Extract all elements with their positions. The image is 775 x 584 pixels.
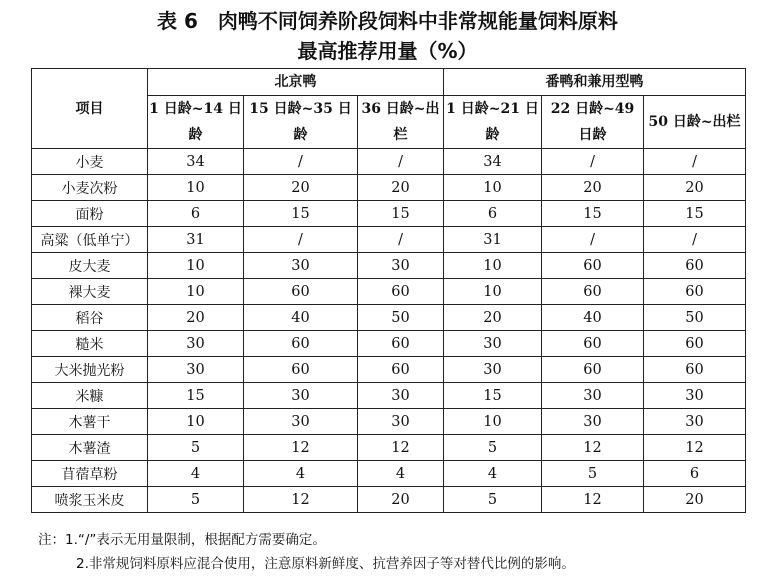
table-cell: 10 xyxy=(444,409,542,435)
table-cell: / xyxy=(358,149,444,175)
table-cell: / xyxy=(358,227,444,253)
table-cell: 5 xyxy=(444,487,542,513)
header-col: 15 日龄~35 日龄 xyxy=(244,96,358,149)
table-cell: 30 xyxy=(644,409,746,435)
row-label: 皮大麦 xyxy=(32,253,148,279)
row-label: 裸大麦 xyxy=(32,279,148,305)
table-cell: 30 xyxy=(444,357,542,383)
table-cell: 50 xyxy=(644,305,746,331)
table-row xyxy=(32,253,746,279)
table-cell: 60 xyxy=(244,357,358,383)
table-title-line2: 最高推荐用量（%） xyxy=(297,39,478,63)
row-label: 木薯渣 xyxy=(32,435,148,461)
feed-table xyxy=(31,68,746,513)
header-item: 项目 xyxy=(32,69,148,149)
note-2: 2.非常规饲料原料应混合使用，注意原料新鲜度、抗营养因子等对替代比例的影响。 xyxy=(76,556,575,572)
table-cell: 15 xyxy=(148,383,244,409)
table-body xyxy=(32,149,746,513)
table-cell: 20 xyxy=(244,175,358,201)
header-col: 50 日龄~出栏 xyxy=(644,96,746,149)
table-cell: 4 xyxy=(244,461,358,487)
table-cell: 15 xyxy=(244,201,358,227)
table-cell: 34 xyxy=(148,149,244,175)
table-cell: 60 xyxy=(244,331,358,357)
row-label: 糙米 xyxy=(32,331,148,357)
table-cell: 15 xyxy=(358,201,444,227)
table-cell: 10 xyxy=(444,253,542,279)
row-label: 大米抛光粉 xyxy=(32,357,148,383)
table-cell: 30 xyxy=(148,331,244,357)
table-cell: 10 xyxy=(148,409,244,435)
table-cell: 5 xyxy=(542,461,644,487)
table-row xyxy=(32,279,746,305)
table-cell: 30 xyxy=(542,409,644,435)
table-cell: / xyxy=(244,149,358,175)
header-col: 1 日龄~21 日龄 xyxy=(444,96,542,149)
row-label: 小麦次粉 xyxy=(32,175,148,201)
table-row xyxy=(32,175,746,201)
table-cell: 30 xyxy=(644,383,746,409)
table-cell: 40 xyxy=(244,305,358,331)
table-row xyxy=(32,227,746,253)
header-col: 1 日龄~14 日龄 xyxy=(148,96,244,149)
table-title-line1: 表 6 肉鸭不同饲养阶段饲料中非常规能量饲料原料 xyxy=(157,9,618,33)
row-label: 喷浆玉米皮 xyxy=(32,487,148,513)
table-row xyxy=(32,149,746,175)
table-cell: 12 xyxy=(542,487,644,513)
table-cell: 20 xyxy=(358,175,444,201)
table-cell: 30 xyxy=(542,383,644,409)
table-cell: 12 xyxy=(358,435,444,461)
row-label: 稻谷 xyxy=(32,305,148,331)
table-cell: / xyxy=(644,227,746,253)
table-cell: 60 xyxy=(542,331,644,357)
table-cell: 30 xyxy=(444,331,542,357)
table-cell: / xyxy=(542,149,644,175)
row-label: 面粉 xyxy=(32,201,148,227)
table-cell: 20 xyxy=(444,305,542,331)
row-label: 高粱（低单宁） xyxy=(32,227,148,253)
table-row xyxy=(32,383,746,409)
table-cell: 60 xyxy=(358,331,444,357)
table-cell: 30 xyxy=(148,357,244,383)
table-row xyxy=(32,331,746,357)
table-row xyxy=(32,305,746,331)
table-cell: 4 xyxy=(148,461,244,487)
table-cell: 30 xyxy=(244,409,358,435)
table-cell: 15 xyxy=(542,201,644,227)
table-cell: 60 xyxy=(358,279,444,305)
table-cell: 60 xyxy=(542,357,644,383)
table-cell: 30 xyxy=(244,383,358,409)
table-row xyxy=(32,461,746,487)
table-cell: 10 xyxy=(148,279,244,305)
table-cell: 20 xyxy=(542,175,644,201)
table-cell: 60 xyxy=(542,253,644,279)
table-cell: 20 xyxy=(644,487,746,513)
table-cell: 10 xyxy=(148,175,244,201)
table-cell: 10 xyxy=(444,279,542,305)
table-cell: 60 xyxy=(644,279,746,305)
header-col: 36 日龄~出栏 xyxy=(358,96,444,149)
table-cell: 10 xyxy=(148,253,244,279)
header-group-beijing-duck: 北京鸭 xyxy=(148,69,444,96)
table-cell: 6 xyxy=(444,201,542,227)
row-label: 木薯干 xyxy=(32,409,148,435)
header-group-muscovy-duck: 番鸭和兼用型鸭 xyxy=(444,69,746,96)
table-cell: 12 xyxy=(542,435,644,461)
table-cell: 12 xyxy=(244,487,358,513)
table-cell: 15 xyxy=(644,201,746,227)
table-cell: 20 xyxy=(644,175,746,201)
table-cell: 60 xyxy=(244,279,358,305)
table-cell: 30 xyxy=(358,383,444,409)
table-cell: 15 xyxy=(444,383,542,409)
table-cell: 60 xyxy=(644,331,746,357)
table-notes xyxy=(38,528,758,576)
table-cell: 34 xyxy=(444,149,542,175)
table-cell: 12 xyxy=(244,435,358,461)
row-label: 米糠 xyxy=(32,383,148,409)
table-cell: 30 xyxy=(358,253,444,279)
table-cell: 6 xyxy=(644,461,746,487)
table-cell: 20 xyxy=(358,487,444,513)
table-cell: 31 xyxy=(444,227,542,253)
table-cell: 50 xyxy=(358,305,444,331)
table-cell: 6 xyxy=(148,201,244,227)
table-cell: 60 xyxy=(644,357,746,383)
table-row xyxy=(32,435,746,461)
table-cell: 60 xyxy=(542,279,644,305)
table-cell: 30 xyxy=(244,253,358,279)
table-cell: 5 xyxy=(148,487,244,513)
table-cell: 40 xyxy=(542,305,644,331)
table-cell: 5 xyxy=(444,435,542,461)
table-cell: 5 xyxy=(148,435,244,461)
table-cell: 31 xyxy=(148,227,244,253)
table-cell: / xyxy=(644,149,746,175)
table-row xyxy=(32,409,746,435)
header-col: 22 日龄~49 日龄 xyxy=(542,96,644,149)
table-cell: / xyxy=(542,227,644,253)
table-cell: 12 xyxy=(644,435,746,461)
table-row xyxy=(32,487,746,513)
table-cell: 20 xyxy=(148,305,244,331)
table-cell: 30 xyxy=(358,409,444,435)
table-cell: / xyxy=(244,227,358,253)
row-label: 小麦 xyxy=(32,149,148,175)
table-cell: 60 xyxy=(644,253,746,279)
table-cell: 10 xyxy=(444,175,542,201)
table-cell: 60 xyxy=(358,357,444,383)
note-1: 注：1.“/”表示无用量限制，根据配方需要确定。 xyxy=(38,532,326,548)
table-row xyxy=(32,201,746,227)
row-label: 苜蓿草粉 xyxy=(32,461,148,487)
table-cell: 4 xyxy=(358,461,444,487)
table-cell: 4 xyxy=(444,461,542,487)
table-row xyxy=(32,357,746,383)
